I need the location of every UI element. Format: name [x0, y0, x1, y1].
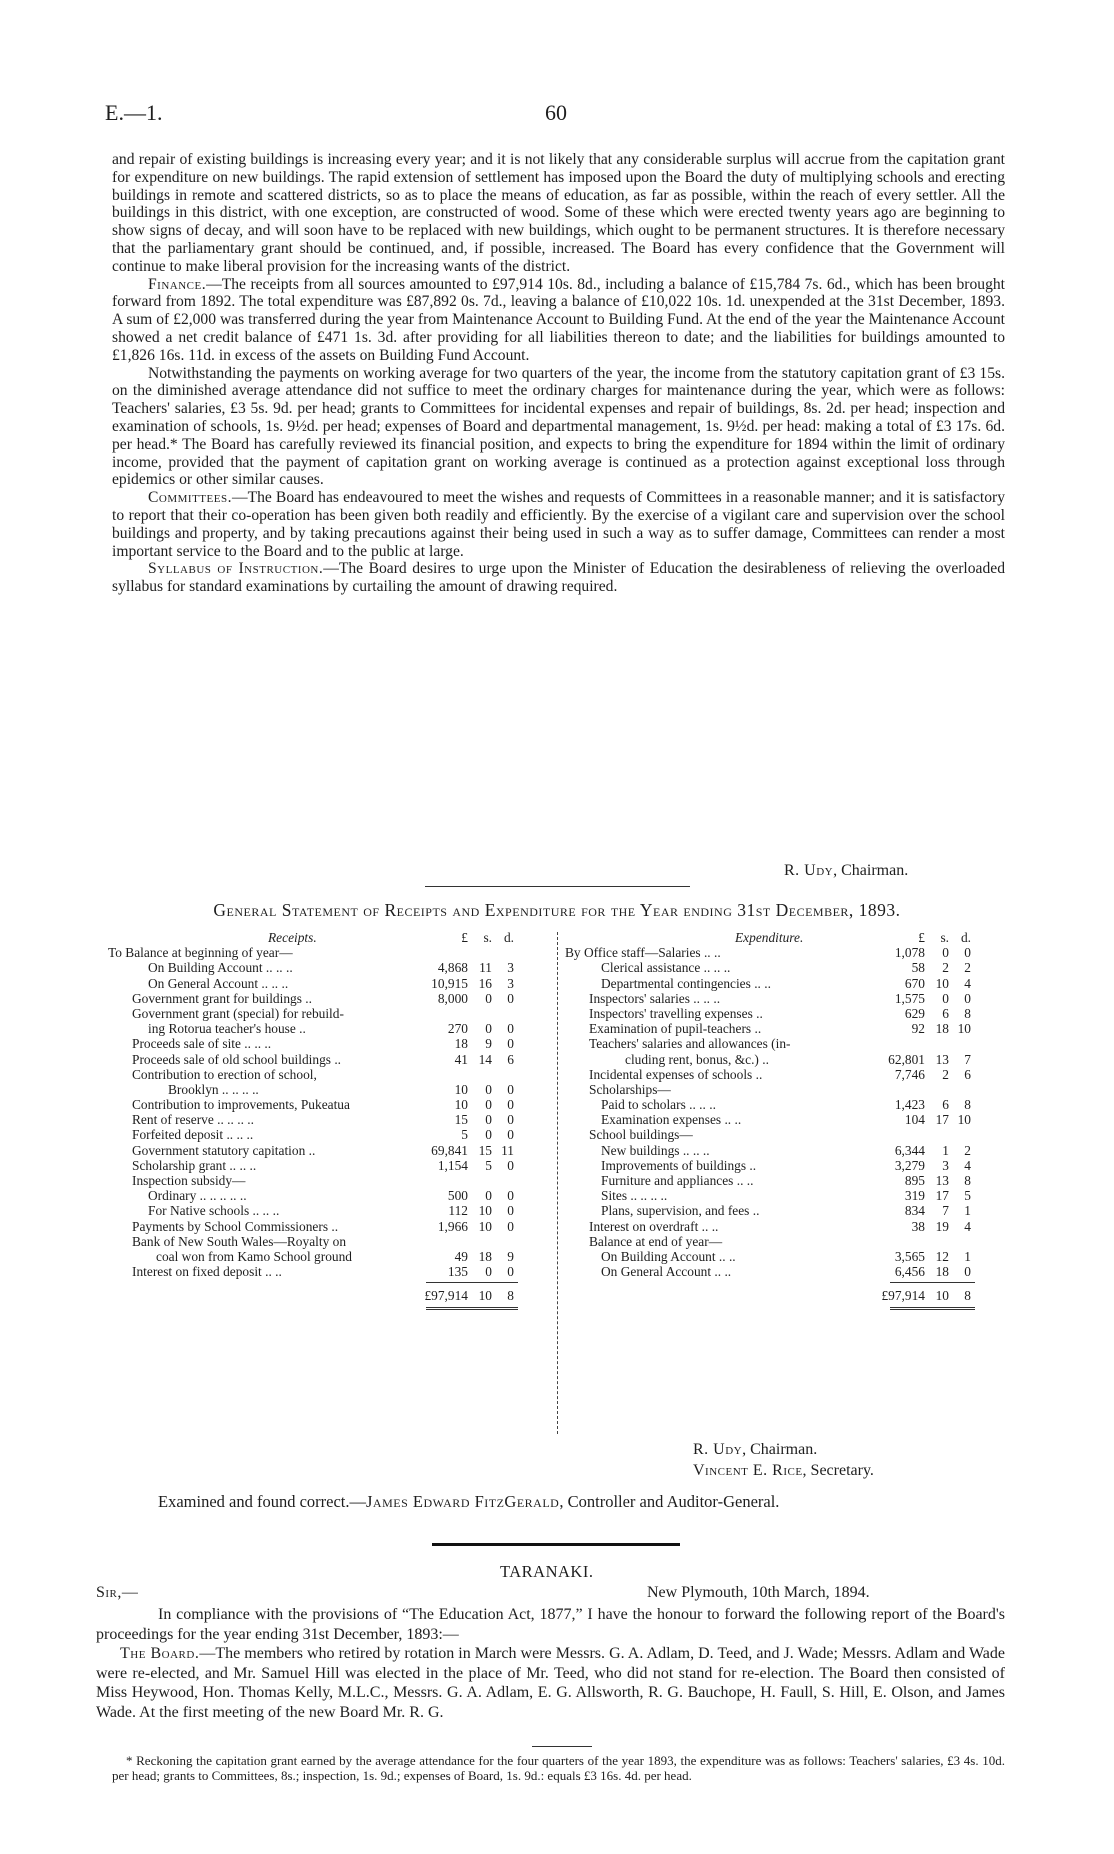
- receipts-row-label: coal won from Kamo School ground: [156, 1248, 352, 1264]
- paragraph-committees: [112, 489, 1005, 560]
- receipts-col-s: s.: [483, 930, 492, 945]
- expenditure-header-row: [565, 930, 1007, 945]
- expenditure-total-double-rule: [890, 1307, 975, 1310]
- expenditure-heading: Expenditure.: [735, 930, 804, 945]
- receipts-row: [108, 1036, 553, 1051]
- auditor-post: , Controller and Auditor-General.: [559, 1492, 780, 1511]
- expenditure-col-p: £: [918, 930, 925, 945]
- expenditure-amount-shillings: 17: [935, 1188, 949, 1204]
- expenditure-row: [565, 1067, 1007, 1082]
- receipts-row-label: Government grant (special) for rebuild-: [132, 1005, 344, 1021]
- expenditure-row-label: Clerical assistance .. .. ..: [601, 960, 731, 976]
- expenditure-amount-shillings: 19: [935, 1218, 949, 1234]
- expenditure-total-pounds: £97,914: [881, 1288, 925, 1304]
- receipts-amount-pence: 0: [507, 1127, 514, 1143]
- expenditure-amount-shillings: 12: [935, 1248, 949, 1264]
- expenditure-row: [565, 1097, 1007, 1112]
- receipts-row-label: Proceeds sale of old school buildings ..: [132, 1051, 342, 1067]
- receipts-amount-pounds: 1,966: [437, 1218, 468, 1234]
- receipts-amount-shillings: 10: [478, 1203, 492, 1219]
- secretary-name: Vincent E. Rice: [693, 1462, 803, 1479]
- expenditure-amount-shillings: 7: [942, 1203, 949, 1219]
- expenditure-row: [565, 1127, 1007, 1142]
- receipts-amount-pence: 0: [507, 1203, 514, 1219]
- receipts-row: [108, 960, 553, 975]
- receipts-row-label: To Balance at beginning of year—: [108, 945, 293, 961]
- receipts-amount-pounds: 10: [454, 1097, 468, 1113]
- taranaki-body: [96, 1605, 1005, 1723]
- receipts-amount-shillings: 0: [485, 990, 492, 1006]
- expenditure-row-label: New buildings .. .. ..: [601, 1142, 710, 1158]
- board-text: —The members who retired by rotation in March were Messrs. G. A. Adlam, D. Teed, and J. Wade; Messrs. Adlam and Wade were re-elected, and Mr. Samuel Hill was elected in the place of Mr. Teed, who did not stand for re-election. The Board then consisted of Miss Heywood, Hon. Thomas Kelly, M.L.C., Messrs. G. A. Adlam, E. G. Allsworth, R. G. Bauchope, H. Faull, S. Hill, E. Olson, and James Wade. At the first meeting of the new Board Mr. R. G.: [96, 1645, 1006, 1721]
- receipts-amount-pence: 9: [507, 1248, 514, 1264]
- expenditure-row: [565, 1021, 1007, 1036]
- receipts-row: [108, 1021, 553, 1036]
- expenditure-row-label: By Office staff—Salaries .. ..: [565, 945, 721, 961]
- receipts-amount-pounds: 41: [454, 1051, 468, 1067]
- expenditure-amount-pence: 8: [964, 1097, 971, 1113]
- expenditure-amount-pence: 2: [964, 960, 971, 976]
- board-heading: The Board.: [120, 1645, 200, 1663]
- chairman-name: R. Udy: [784, 862, 834, 879]
- expenditure-row-label: On Building Account .. ..: [601, 1248, 736, 1264]
- auditor-statement: [158, 1492, 779, 1512]
- expenditure-amount-shillings: 0: [942, 945, 949, 961]
- expenditure-amount-shillings: 17: [935, 1112, 949, 1128]
- receipts-row: [108, 991, 553, 1006]
- secretary-signature: [693, 1462, 874, 1480]
- expenditure-amount-shillings: 0: [942, 990, 949, 1006]
- taranaki-heading: TARANAKI.: [500, 1562, 594, 1581]
- receipts-amount-pounds: 4,868: [437, 960, 468, 976]
- receipts-amount-shillings: 5: [485, 1157, 492, 1173]
- expenditure-amount-shillings: 2: [942, 960, 949, 976]
- receipts-col-p: £: [461, 930, 468, 945]
- receipts-total-shillings: 10: [478, 1288, 492, 1304]
- receipts-amount-pence: 3: [507, 960, 514, 976]
- expenditure-amount-pence: 1: [964, 1248, 971, 1264]
- expenditure-row-label: Examination of pupil-teachers ..: [589, 1021, 762, 1037]
- expenditure-amount-pence: 0: [964, 945, 971, 961]
- receipts-amount-shillings: 0: [485, 1097, 492, 1113]
- receipts-amount-pounds: 135: [447, 1264, 468, 1280]
- expenditure-amount-pounds: 104: [904, 1112, 925, 1128]
- expenditure-amount-pence: 8: [964, 1005, 971, 1021]
- expenditure-row-label: Paid to scholars .. .. ..: [601, 1097, 716, 1113]
- expenditure-row: [565, 1158, 1007, 1173]
- receipts-row-label: On Building Account .. .. ..: [148, 960, 293, 976]
- receipts-row: [108, 1203, 553, 1218]
- receipts-row-label: Scholarship grant .. .. ..: [132, 1157, 257, 1173]
- receipts-row: [108, 1188, 553, 1203]
- secretary-role: , Secretary.: [802, 1462, 874, 1479]
- receipts-row: [108, 1082, 553, 1097]
- receipts-amount-shillings: 0: [485, 1127, 492, 1143]
- receipts-row: [108, 945, 553, 960]
- receipts-amount-shillings: 15: [478, 1142, 492, 1158]
- auditor-pre: Examined and found correct.—: [158, 1492, 367, 1511]
- expenditure-row-label: Examination expenses .. ..: [601, 1112, 742, 1128]
- receipts-row: [108, 1264, 553, 1279]
- receipts-amount-pounds: 8,000: [437, 990, 468, 1006]
- receipts-amount-shillings: 0: [485, 1021, 492, 1037]
- receipts-amount-pounds: 18: [454, 1036, 468, 1052]
- receipts-amount-pence: 6: [507, 1051, 514, 1067]
- footnote-text: * Reckoning the capitation grant earned by the average attendance for the four quarters of the year 1893, the expenditure was as follows: Teachers' salaries, £3 4s. 10d. per head; grants to Committees, 8s.; inspection, 1s. 9d.; expenses of Board, 1s. 9d.: equals £3 16s. 4d. per head.: [112, 1753, 1005, 1783]
- expenditure-amount-shillings: 6: [942, 1097, 949, 1113]
- receipts-row-label: Bank of New South Wales—Royalty on: [132, 1233, 347, 1249]
- receipts-amount-shillings: 11: [479, 960, 492, 976]
- expenditure-amount-shillings: 13: [935, 1051, 949, 1067]
- receipts-row-label: Rent of reserve .. .. .. ..: [132, 1112, 254, 1128]
- expenditure-amount-pence: 7: [964, 1051, 971, 1067]
- expenditure-row: [565, 945, 1007, 960]
- expenditure-amount-pounds: 629: [904, 1005, 925, 1021]
- receipts-row: [108, 1067, 553, 1082]
- paragraph-buildings: and repair of existing buildings is increasing every year; and it is not likely that any considerable surplus will accrue from the capitation grant for expenditure on new buildings. The rapid extension of settlement has imposed upon the Board the duty of multiplying schools and erecting buildings in remote and scattered districts, so as to place the means of education, as far as possible, within the reach of every settler. All the buildings in this district, with one exception, are constructed of wood. Some of these which were erected twenty years ago are beginning to show signs of decay, and will soon have to be replaced with new buildings, which ought to be permanent structures. It is therefore necessary that the parliamentary grant should be continued, and, if possible, increased. The Board has every confidence that the Government will continue to make liberal provision for the increasing wants of the district.: [112, 151, 1005, 275]
- receipts-row-label: Contribution to improvements, Pukeatua: [132, 1097, 350, 1113]
- expenditure-amount-pounds: 7,746: [894, 1066, 925, 1082]
- expenditure-table: [565, 930, 1007, 1304]
- expenditure-row: [565, 1036, 1007, 1051]
- receipts-amount-pence: 0: [507, 1081, 514, 1097]
- receipts-amount-pence: 3: [507, 975, 514, 991]
- expenditure-amount-pounds: 3,279: [894, 1157, 925, 1173]
- receipts-row-label: Brooklyn .. .. .. ..: [168, 1081, 259, 1097]
- receipts-row-label: Proceeds sale of site .. .. ..: [132, 1036, 272, 1052]
- receipts-amount-pence: 11: [501, 1142, 514, 1158]
- expenditure-amount-pounds: 58: [911, 960, 925, 976]
- receipts-row: [108, 1173, 553, 1188]
- expenditure-row: [565, 1219, 1007, 1234]
- expenditure-amount-pence: 4: [964, 1157, 971, 1173]
- receipts-amount-shillings: 0: [485, 1264, 492, 1280]
- expenditure-row-label: Inspectors' salaries .. .. ..: [589, 990, 721, 1006]
- receipts-amount-pence: 0: [507, 1097, 514, 1113]
- receipts-amount-pence: 0: [507, 1036, 514, 1052]
- receipts-amount-shillings: 18: [478, 1248, 492, 1264]
- chairman-signature: [784, 862, 908, 880]
- receipts-row-label: Government grant for buildings ..: [132, 990, 312, 1006]
- receipts-amount-pounds: 15: [454, 1112, 468, 1128]
- expenditure-amount-pence: 6: [964, 1066, 971, 1082]
- receipts-row: [108, 1112, 553, 1127]
- receipts-row: [108, 1097, 553, 1112]
- expenditure-amount-pounds: 834: [904, 1203, 925, 1219]
- expenditure-amount-shillings: 3: [942, 1157, 949, 1173]
- chairman-signature-2: [693, 1441, 817, 1459]
- footnote-rule: [532, 1746, 592, 1747]
- expenditure-amount-shillings: 10: [935, 975, 949, 991]
- expenditure-amount-pounds: 38: [911, 1218, 925, 1234]
- receipts-row: [108, 976, 553, 991]
- expenditure-amount-pounds: 3,565: [894, 1248, 925, 1264]
- expenditure-amount-pence: 0: [964, 1264, 971, 1280]
- chairman-role-2: , Chairman.: [742, 1441, 818, 1458]
- expenditure-row: [565, 1264, 1007, 1279]
- expenditure-row-label: Scholarships—: [589, 1081, 671, 1097]
- expenditure-row: [565, 991, 1007, 1006]
- receipts-amount-pence: 0: [507, 1218, 514, 1234]
- paragraph-board: [96, 1644, 1005, 1722]
- receipts-row-label: On General Account .. .. ..: [148, 975, 289, 991]
- paragraph-syllabus: [112, 560, 1005, 596]
- expenditure-row-label: cluding rent, bonus, &c.) ..: [625, 1051, 769, 1067]
- expenditure-row: [565, 1006, 1007, 1021]
- expenditure-amount-shillings: 6: [942, 1005, 949, 1021]
- expenditure-row: [565, 1082, 1007, 1097]
- expenditure-amount-pence: 4: [964, 975, 971, 991]
- receipts-total-pence: 8: [507, 1288, 514, 1304]
- expenditure-amount-pounds: 6,456: [894, 1264, 925, 1280]
- receipts-amount-shillings: 9: [485, 1036, 492, 1052]
- expenditure-row: [565, 1173, 1007, 1188]
- salutation: Sir,—: [96, 1584, 139, 1601]
- receipts-row: [108, 1006, 553, 1021]
- receipts-amount-pounds: 112: [448, 1203, 468, 1219]
- section-divider: [425, 886, 690, 887]
- thick-divider: [432, 1543, 680, 1546]
- receipts-row-label: Inspection subsidy—: [132, 1173, 246, 1188]
- expenditure-col-d: d.: [960, 930, 971, 945]
- expenditure-row-label: Balance at end of year—: [589, 1233, 723, 1249]
- receipts-row-label: Payments by School Commissioners ..: [132, 1218, 339, 1234]
- receipts-total-row: [108, 1288, 553, 1303]
- receipts-table: [108, 930, 553, 1304]
- expenditure-amount-pounds: 62,801: [888, 1051, 925, 1067]
- receipts-row-label: For Native schools .. .. ..: [148, 1203, 280, 1219]
- receipts-amount-shillings: 0: [485, 1188, 492, 1204]
- expenditure-row: [565, 1143, 1007, 1158]
- receipts-total-pounds: £97,914: [424, 1288, 468, 1304]
- expenditure-row: [565, 1203, 1007, 1218]
- expenditure-row-label: Furniture and appliances .. ..: [601, 1173, 754, 1188]
- chairman-name-2: R. Udy: [693, 1441, 743, 1458]
- expenditure-row-label: Plans, supervision, and fees ..: [601, 1203, 760, 1219]
- footnote: [112, 1753, 1005, 1783]
- expenditure-row-label: Improvements of buildings ..: [601, 1157, 757, 1173]
- receipts-total-rule: [426, 1282, 518, 1283]
- auditor-name: James Edward FitzGerald: [366, 1492, 560, 1511]
- receipts-amount-shillings: 14: [478, 1051, 492, 1067]
- expenditure-total-shillings: 10: [935, 1288, 949, 1304]
- document-reference: E.—1.: [105, 100, 163, 125]
- statement-title: General Statement of Receipts and Expenditure for the Year ending 31st December, 1893.: [213, 900, 901, 920]
- expenditure-amount-pounds: 670: [904, 975, 925, 991]
- expenditure-row: [565, 1234, 1007, 1249]
- expenditure-row: [565, 1249, 1007, 1264]
- expenditure-row-label: Incidental expenses of schools ..: [589, 1066, 763, 1082]
- expenditure-amount-pence: 10: [957, 1021, 971, 1037]
- receipts-row: [108, 1249, 553, 1264]
- receipts-row: [108, 1127, 553, 1142]
- receipts-row: [108, 1219, 553, 1234]
- receipts-amount-pounds: 10: [454, 1081, 468, 1097]
- expenditure-amount-shillings: 2: [942, 1066, 949, 1082]
- expenditure-amount-shillings: 13: [935, 1173, 949, 1188]
- receipts-amount-pence: 0: [507, 1112, 514, 1128]
- expenditure-row: [565, 976, 1007, 991]
- receipts-amount-shillings: 0: [485, 1112, 492, 1128]
- expenditure-row: [565, 1052, 1007, 1067]
- receipts-row-label: Contribution to erection of school,: [132, 1066, 317, 1082]
- receipts-amount-pence: 0: [507, 990, 514, 1006]
- receipts-row: [108, 1143, 553, 1158]
- receipts-amount-pounds: 10,915: [431, 975, 468, 991]
- expenditure-amount-pounds: 895: [904, 1173, 925, 1188]
- receipts-col-d: d.: [503, 930, 514, 945]
- receipts-amount-pounds: 69,841: [431, 1142, 468, 1158]
- receipts-total-double-rule: [426, 1307, 518, 1310]
- chairman-role: , Chairman.: [833, 862, 909, 879]
- expenditure-amount-pence: 1: [964, 1203, 971, 1219]
- syllabus-heading: Syllabus of Instruction.: [148, 560, 324, 578]
- expenditure-amount-pounds: 1,575: [894, 990, 925, 1006]
- expenditure-total-row: [565, 1288, 1007, 1303]
- expenditure-amount-pence: 5: [964, 1188, 971, 1204]
- expenditure-row-label: Teachers' salaries and allowances (in-: [589, 1036, 791, 1052]
- receipts-amount-pence: 0: [507, 1157, 514, 1173]
- receipts-amount-shillings: 16: [478, 975, 492, 991]
- expenditure-row: [565, 1188, 1007, 1203]
- receipts-amount-shillings: 0: [485, 1081, 492, 1097]
- receipts-row: [108, 1158, 553, 1173]
- expenditure-row-label: On General Account .. ..: [601, 1264, 732, 1280]
- expenditure-row: [565, 1112, 1007, 1127]
- expenditure-row-label: Interest on overdraft .. ..: [589, 1218, 719, 1234]
- taranaki-intro: In compliance with the provisions of “The Education Act, 1877,” I have the honour to forward the following report of the Board's proceedings for the year ending 31st December, 1893:—: [96, 1606, 1005, 1643]
- expenditure-amount-shillings: 18: [935, 1264, 949, 1280]
- receipts-heading: Receipts.: [268, 930, 317, 945]
- syllabus-text: —The Board desires to urge upon the Minister of Education the desirableness of relieving the overloaded syllabus for standard examinations by curtailing the amount of drawing required.: [112, 560, 1005, 596]
- committees-heading: Committees.: [148, 489, 232, 507]
- expenditure-row-label: Inspectors' travelling expenses ..: [589, 1005, 763, 1021]
- expenditure-amount-pounds: 6,344: [894, 1142, 925, 1158]
- receipts-header-row: [108, 930, 553, 945]
- paragraph-finance: [112, 276, 1005, 365]
- expenditure-amount-shillings: 18: [935, 1021, 949, 1037]
- paragraph-notwithstanding: Notwithstanding the payments on working average for two quarters of the year, the income from the statutory capitation grant of £3 15s. on the diminished average attendance did not suffice to meet the ordinary charges for maintenance during the year, which were as follows: Teachers' salaries, £3 5s. 9d. per head; grants to Committees for incidental expenses and repair of buildings, 8s. 2d. per head; inspection and examination of schools, 1s. 9½d. per head; expenses of Board and departmental management, 1s. 9½d. per head: making a total of £3 17s. 6d. per head.* The Board has carefully reviewed its financial position, and expects to bring the expenditure for 1894 within the limit of ordinary income, provided that the payment of capitation grant on working average is continued as a protection against exceptional loss through epidemics or other similar causes.: [112, 364, 1005, 489]
- receipts-row-label: Interest on fixed deposit .. ..: [132, 1264, 282, 1280]
- expenditure-amount-pounds: 319: [904, 1188, 925, 1204]
- receipts-amount-pence: 0: [507, 1188, 514, 1204]
- receipts-row-label: Forfeited deposit .. .. ..: [132, 1127, 254, 1143]
- expenditure-amount-pounds: 92: [911, 1021, 925, 1037]
- expenditure-amount-pence: 4: [964, 1218, 971, 1234]
- report-body-top: [112, 151, 1005, 596]
- receipts-amount-pounds: 500: [447, 1188, 468, 1204]
- receipts-row-label: Government statutory capitation ..: [132, 1142, 316, 1158]
- finance-text: —The receipts from all sources amounted to £97,914 10s. 8d., including a balance of £15,784 7s. 6d., which has been brought forward from 1892. The total expenditure was £87,892 0s. 7d., leaving a balance of £10,022 10s. 1d. unexpended at the 31st December, 1893. A sum of £2,000 was transferred during the year from Maintenance Account to Building Fund. At the end of the year the Maintenance Account showed a net credit balance of £471 1s. 3d. after providing for all liabilities thereon to date; and the liabilities for buildings amounted to £1,826 16s. 11d. in excess of the assets on Building Fund Account.: [112, 275, 1005, 364]
- expenditure-amount-pounds: 1,423: [894, 1097, 925, 1113]
- receipts-amount-pounds: 5: [461, 1127, 468, 1143]
- committees-text: —The Board has endeavoured to meet the wishes and requests of Committees in a reasonable manner; and it is satisfactory to report that their co-operation has been given both readily and efficiently. By the exercise of a vigilant care and supervision over the school buildings and property, and by taking precautions against their being used in such a way as to suffer damage, Committees can render a most important service to the Board and to the public at large.: [112, 489, 1005, 560]
- expenditure-total-pence: 8: [964, 1288, 971, 1304]
- receipts-amount-pounds: 1,154: [437, 1157, 468, 1173]
- column-separator: [557, 932, 558, 1434]
- receipts-row-label: ing Rotorua teacher's house ..: [148, 1021, 306, 1037]
- finance-heading: Finance.: [148, 275, 207, 293]
- expenditure-amount-pence: 2: [964, 1142, 971, 1158]
- receipts-row: [108, 1234, 553, 1249]
- place-date: New Plymouth, 10th March, 1894.: [647, 1584, 870, 1601]
- expenditure-row-label: School buildings—: [589, 1127, 693, 1143]
- receipts-amount-shillings: 10: [478, 1218, 492, 1234]
- receipts-amount-pounds: 49: [454, 1248, 468, 1264]
- expenditure-amount-pence: 8: [964, 1173, 971, 1188]
- page-number: 60: [545, 100, 567, 125]
- expenditure-row-label: Sites .. .. .. ..: [601, 1188, 668, 1204]
- receipts-amount-pence: 0: [507, 1264, 514, 1280]
- receipts-row: [108, 1052, 553, 1067]
- receipts-amount-pounds: 270: [447, 1021, 468, 1037]
- expenditure-amount-pence: 0: [964, 990, 971, 1006]
- expenditure-total-rule: [890, 1282, 975, 1283]
- expenditure-amount-shillings: 1: [942, 1142, 949, 1158]
- receipts-amount-pence: 0: [507, 1021, 514, 1037]
- receipts-row-label: Ordinary .. .. .. .. ..: [148, 1188, 247, 1204]
- expenditure-amount-pounds: 1,078: [894, 945, 925, 961]
- expenditure-col-s: s.: [940, 930, 949, 945]
- expenditure-amount-pence: 10: [957, 1112, 971, 1128]
- expenditure-row-label: Departmental contingencies .. ..: [601, 975, 771, 991]
- expenditure-row: [565, 960, 1007, 975]
